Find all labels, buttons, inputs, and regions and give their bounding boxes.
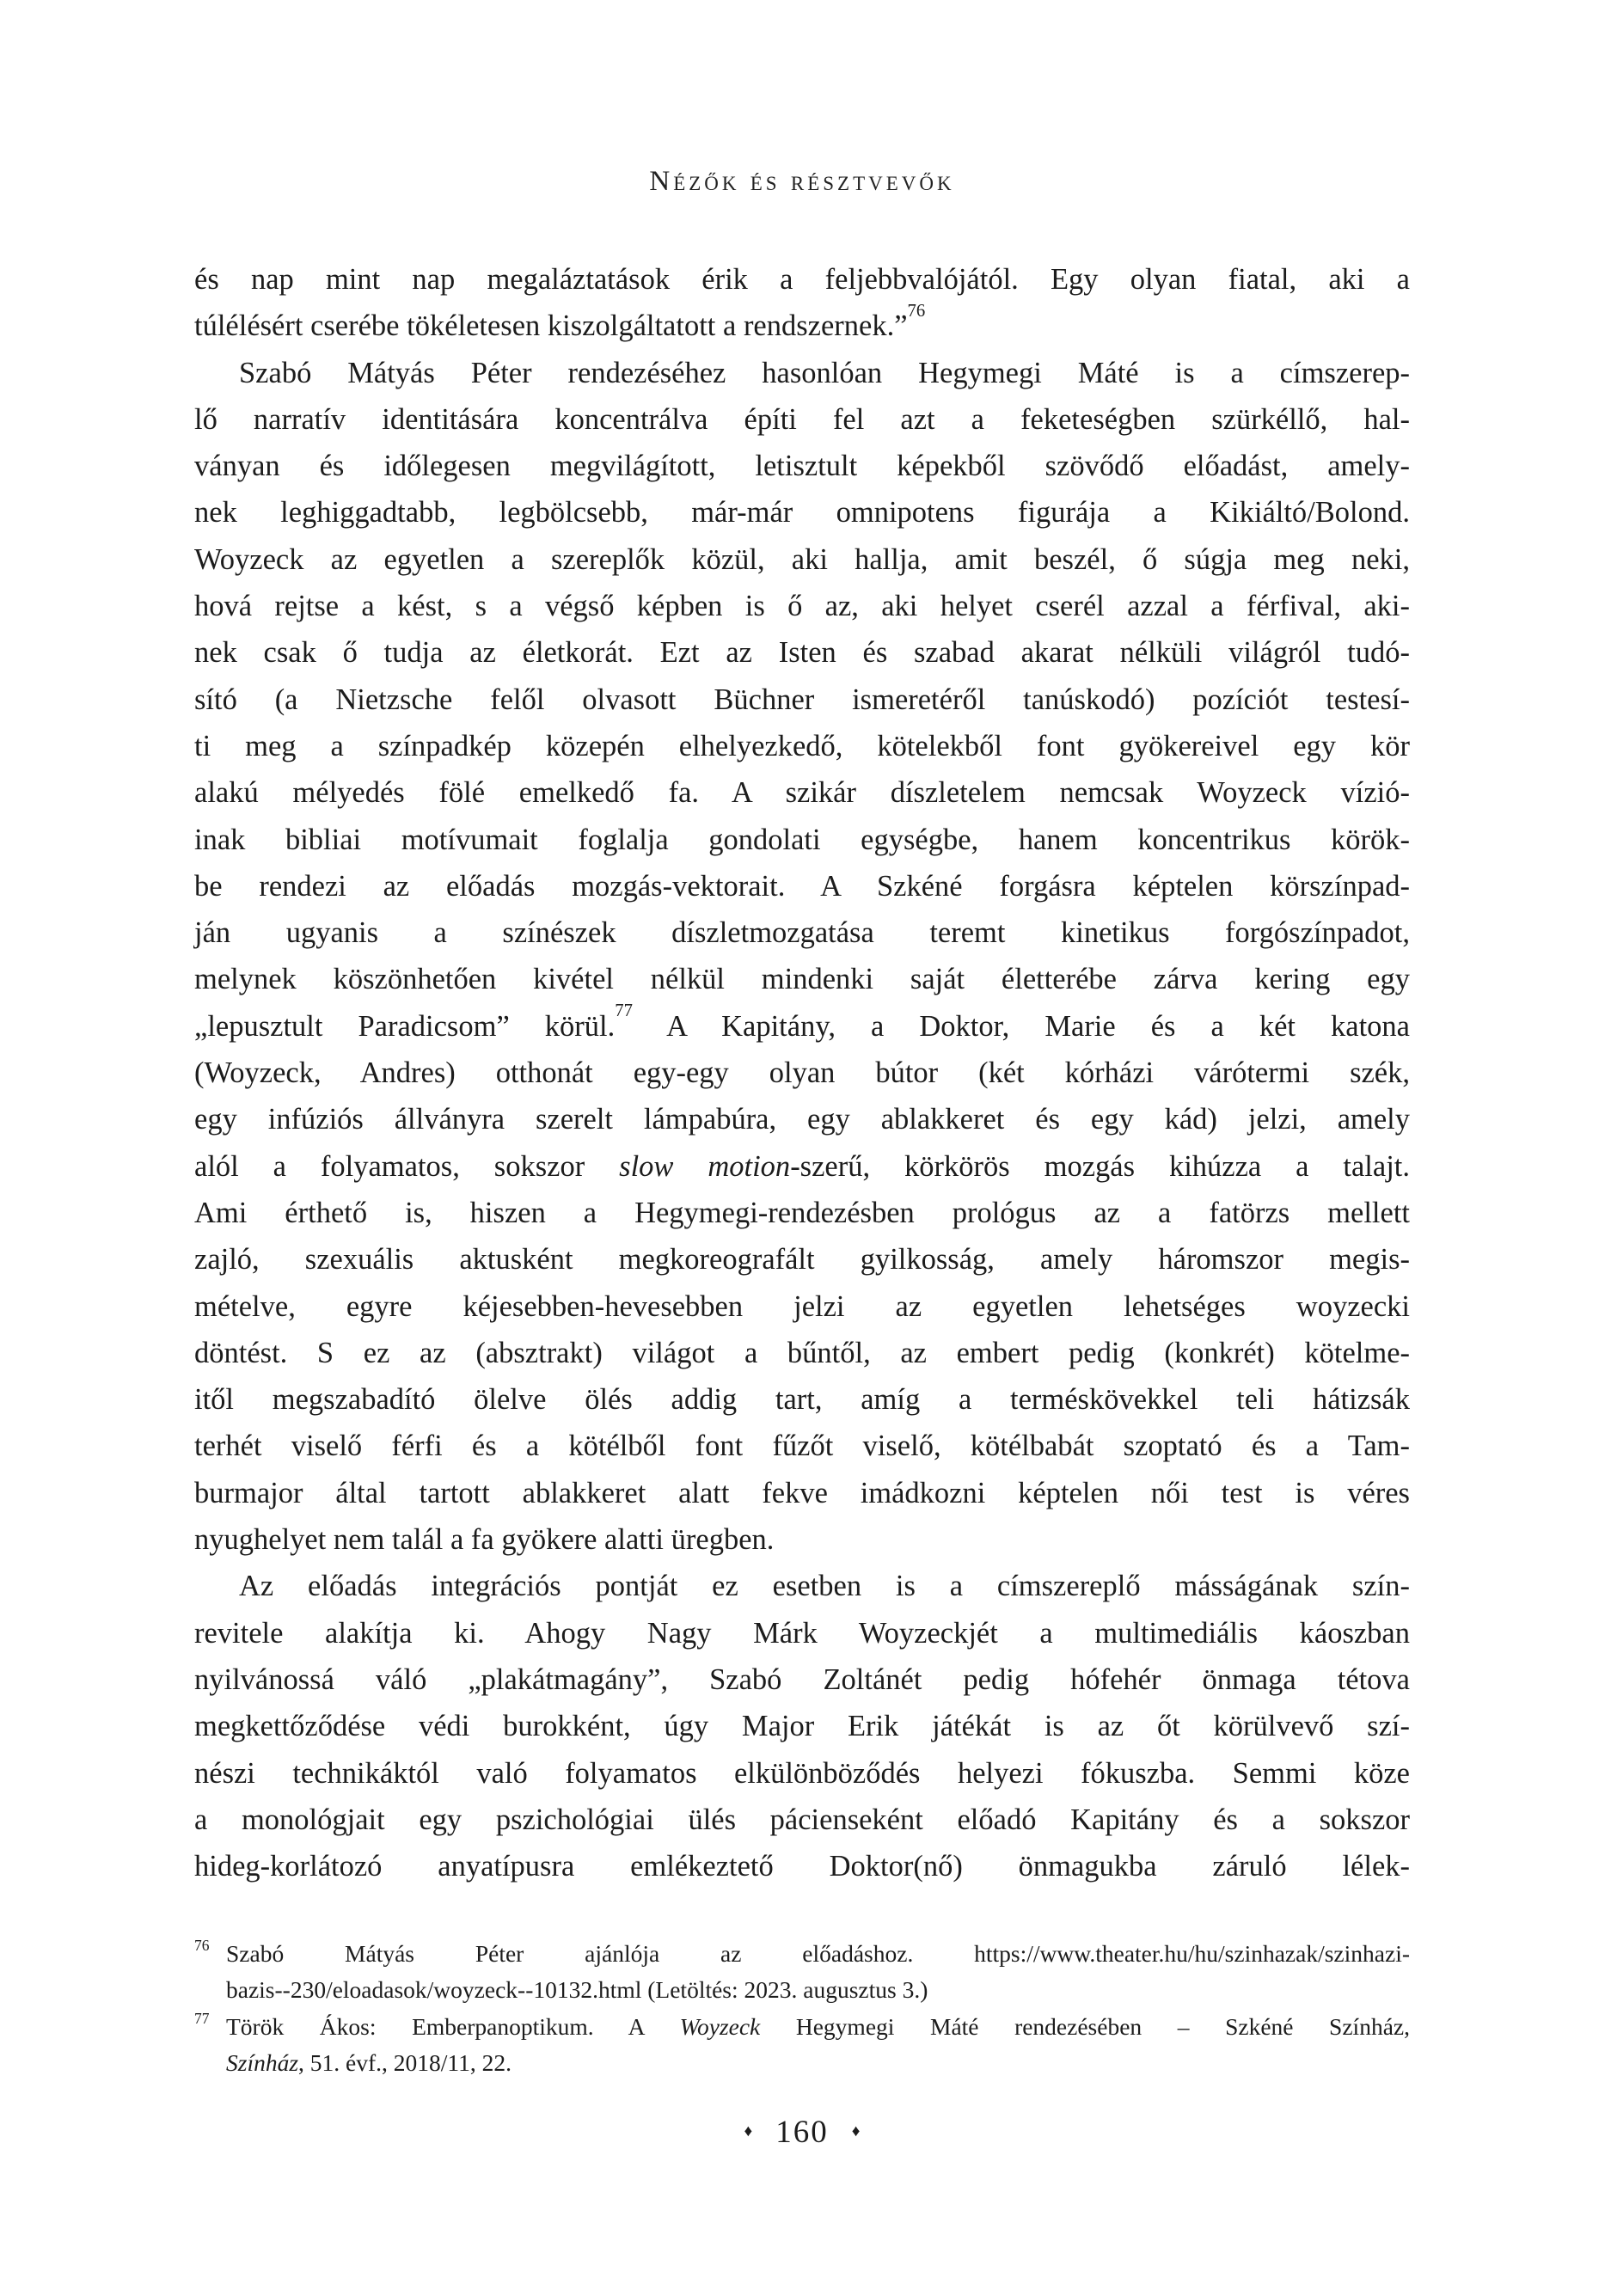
text-segment: zajló, szexuális aktusként megkoreografált gyilkosság, amely háromszor megis-	[194, 1243, 1410, 1277]
text-segment: inak bibliai motívumait foglalja gondolati egységbe, hanem koncentrikus körök-	[194, 823, 1410, 856]
text-segment: ványan és időlegesen megvilágított, letisztult képekből szövődő előadást, amely-	[194, 450, 1410, 483]
text-segment: Szabó Mátyás Péter rendezéséhez hasonlóan Hegymegi Máté is a címszerep-	[239, 356, 1410, 389]
text-segment: Török Ákos: Emberpanoptikum. A	[226, 2012, 680, 2040]
text-segment: ti meg a színpadkép közepén elhelyezkedő, kötelekből font gyökereivel egy kör	[194, 729, 1410, 762]
text-segment: nek leghiggadtabb, legbölcsebb, már-már omnipotens figurája a Kikiáltó/Bolond.	[194, 496, 1410, 530]
text-segment: nyilvánossá váló „plakátmagány”, Szabó Zoltánét pedig hófehér önmaga tétova	[194, 1662, 1410, 1696]
text-segment: -szerű, körkörös mozgás kihúzza a talajt.	[790, 1149, 1411, 1183]
text-segment: , 51. évf., 2018/11, 22.	[298, 2049, 512, 2077]
body-line	[194, 723, 1410, 769]
body-line	[194, 350, 1410, 396]
footnote-ref: 76	[907, 301, 926, 321]
text-segment: a monológjait egy pszichológiai ülés pácienseként előadó Kapitány és a sokszor	[194, 1803, 1410, 1836]
text-segment: hová rejtse a kést, s a végső képben is ő az, aki helyet cserél azzal a férfival, aki-	[194, 590, 1410, 623]
footnote-ref: 77	[615, 1001, 633, 1021]
text-segment: be rendezi az előadás mozgás-vektorait. A Szkéné forgásra képtelen körszínpad-	[194, 869, 1410, 903]
text-segment: Szabó Mátyás Péter ajánlója az előadáshoz. https://www.theater.hu/hu/szinhazak/szinhazi-	[226, 1940, 1410, 1967]
body-line	[194, 1703, 1410, 1749]
body-line	[194, 629, 1410, 676]
body-line	[194, 1470, 1410, 1516]
text-segment: revitele alakítja ki. Ahogy Nagy Márk Woyzeckjét a multimediális káoszban	[194, 1616, 1410, 1650]
body-line	[194, 303, 1410, 349]
body-line	[194, 1050, 1410, 1096]
text-segment: túlélésért cserébe tökéletesen kiszolgáltatott a rendszernek.”	[194, 309, 908, 343]
text-segment: és nap mint nap megaláztatások érik a feljebbvalójától. Egy olyan fiatal, aki a	[194, 263, 1410, 296]
body-line	[194, 489, 1410, 536]
text-segment: (Woyzeck, Andres) otthonát egy-egy olyan bútor (két kórházi várótermi szék,	[194, 1056, 1410, 1090]
text-segment: döntést. S ez az (absztrakt) világot a bűntől, az embert pedig (konkrét) kötelme-	[194, 1336, 1410, 1369]
italic-text-segment: Woyzeck	[679, 2012, 761, 2040]
body-line	[194, 1797, 1410, 1843]
body-line	[194, 1096, 1410, 1142]
text-segment: ján ugyanis a színészek díszletmozgatása teremt kinetikus forgószínpadot,	[194, 916, 1410, 950]
body-line	[194, 396, 1410, 443]
body-line	[194, 583, 1410, 629]
body-text	[194, 256, 1410, 1889]
text-segment: itől megszabadító ölelve ölés addig tart, amíg a terméskövekkel teli hátizsák	[194, 1383, 1410, 1417]
body-line	[194, 677, 1410, 723]
footnote-line	[194, 2045, 1410, 2081]
text-segment: nészi technikáktól való folyamatos elkülönböződés helyezi fókuszba. Semmi köze	[194, 1756, 1410, 1790]
body-line	[194, 1750, 1410, 1797]
body-line	[194, 1003, 1410, 1050]
body-line	[194, 817, 1410, 863]
italic-text-segment: Színház	[226, 2049, 299, 2077]
text-segment: lő narratív identitására koncentrálva építi fel azt a feketeségben szürkéllő, hal-	[194, 402, 1410, 436]
body-line	[194, 443, 1410, 489]
text-segment: nek csak ő tudja az életkorát. Ezt az Isten és szabad akarat nélküli világról tudó-	[194, 636, 1410, 670]
body-line	[194, 1190, 1410, 1236]
footnote-line	[194, 1972, 1410, 2008]
text-segment: mételve, egyre kéjesebben-hevesebben jelzi az egyetlen lehetséges woyzecki	[194, 1289, 1410, 1323]
body-line	[194, 909, 1410, 956]
diamond-ornament-left: ♦	[744, 2122, 753, 2140]
body-line	[194, 956, 1410, 1002]
text-segment: egy infúziós állványra szerelt lámpabúra, egy ablakkeret és egy kád) jelzi, amely	[194, 1103, 1410, 1136]
text-segment: terhét viselő férfi és a kötélből font fűzőt viselő, kötélbabát szoptató és a Tam-	[194, 1430, 1410, 1463]
text-segment: hideg-korlátozó anyatípusra emlékeztető Doktor(nő) önmagukba záruló lélek-	[194, 1850, 1410, 1883]
diamond-ornament-right: ♦	[851, 2122, 861, 2140]
footnote-marker: 76	[194, 1937, 210, 1954]
text-segment: alakú mélyedés fölé emelkedő fa. A szikár díszletelem nemcsak Woyzeck vízió-	[194, 776, 1410, 810]
text-segment: burmajor által tartott ablakkeret alatt fekve imádkozni képtelen női test is véres	[194, 1476, 1410, 1509]
body-line	[194, 1563, 1410, 1609]
body-line	[194, 1376, 1410, 1423]
text-segment: alól a folyamatos, sokszor	[194, 1149, 620, 1183]
running-head: Nézők és résztvevők	[649, 166, 955, 197]
text-segment: Ami érthető is, hiszen a Hegymegi-rendezésben prológus az a fatörzs mellett	[194, 1196, 1410, 1229]
italic-text-segment: slow motion	[619, 1149, 791, 1183]
footnote-line	[194, 1936, 1410, 1972]
body-line	[194, 1423, 1410, 1469]
body-line	[194, 1610, 1410, 1656]
text-segment: nyughelyet nem talál a fa gyökere alatti üregben.	[194, 1523, 775, 1557]
text-segment: sító (a Nietzsche felől olvasott Büchner ismeretéről tanúskodó) pozíciót testesí-	[194, 683, 1410, 716]
page-footer	[194, 2116, 1410, 2148]
text-segment: Hegymegi Máté rendezésében – Szkéné Színház,	[760, 2012, 1410, 2040]
body-line	[194, 863, 1410, 909]
text-segment: „lepusztult Paradicsom” körül.	[194, 1009, 616, 1043]
footnote-line	[194, 2009, 1410, 2045]
body-line	[194, 1516, 1410, 1563]
text-segment: Woyzeck az egyetlen a szereplők közül, aki hallja, amit beszél, ő súgja meg neki,	[194, 542, 1410, 576]
text-segment: A Kapitány, a Doktor, Marie és a két katona	[632, 1009, 1410, 1043]
page-number: 160	[775, 2115, 829, 2150]
text-segment: megkettőződése védi burokként, úgy Major Erik játékát is az őt körülvevő szí-	[194, 1710, 1410, 1743]
body-line	[194, 1236, 1410, 1283]
text-segment: melynek köszönhetően kivétel nélkül mindenki saját életterébe zárva kering egy	[194, 963, 1410, 996]
text-segment: bazis--230/eloadasok/woyzeck--10132.html (Letöltés: 2023. augusztus 3.)	[226, 1976, 928, 2004]
body-line	[194, 769, 1410, 816]
footnotes	[194, 1936, 1410, 2082]
body-line	[194, 1330, 1410, 1376]
text-segment: Az előadás integrációs pontját ez esetben is a címszereplő másságának szín-	[239, 1570, 1410, 1603]
body-line	[194, 1283, 1410, 1330]
body-line	[194, 1843, 1410, 1889]
body-line	[194, 256, 1410, 303]
body-line	[194, 1143, 1410, 1190]
body-line	[194, 536, 1410, 583]
footnote-marker: 77	[194, 2009, 210, 2027]
body-line	[194, 1656, 1410, 1703]
